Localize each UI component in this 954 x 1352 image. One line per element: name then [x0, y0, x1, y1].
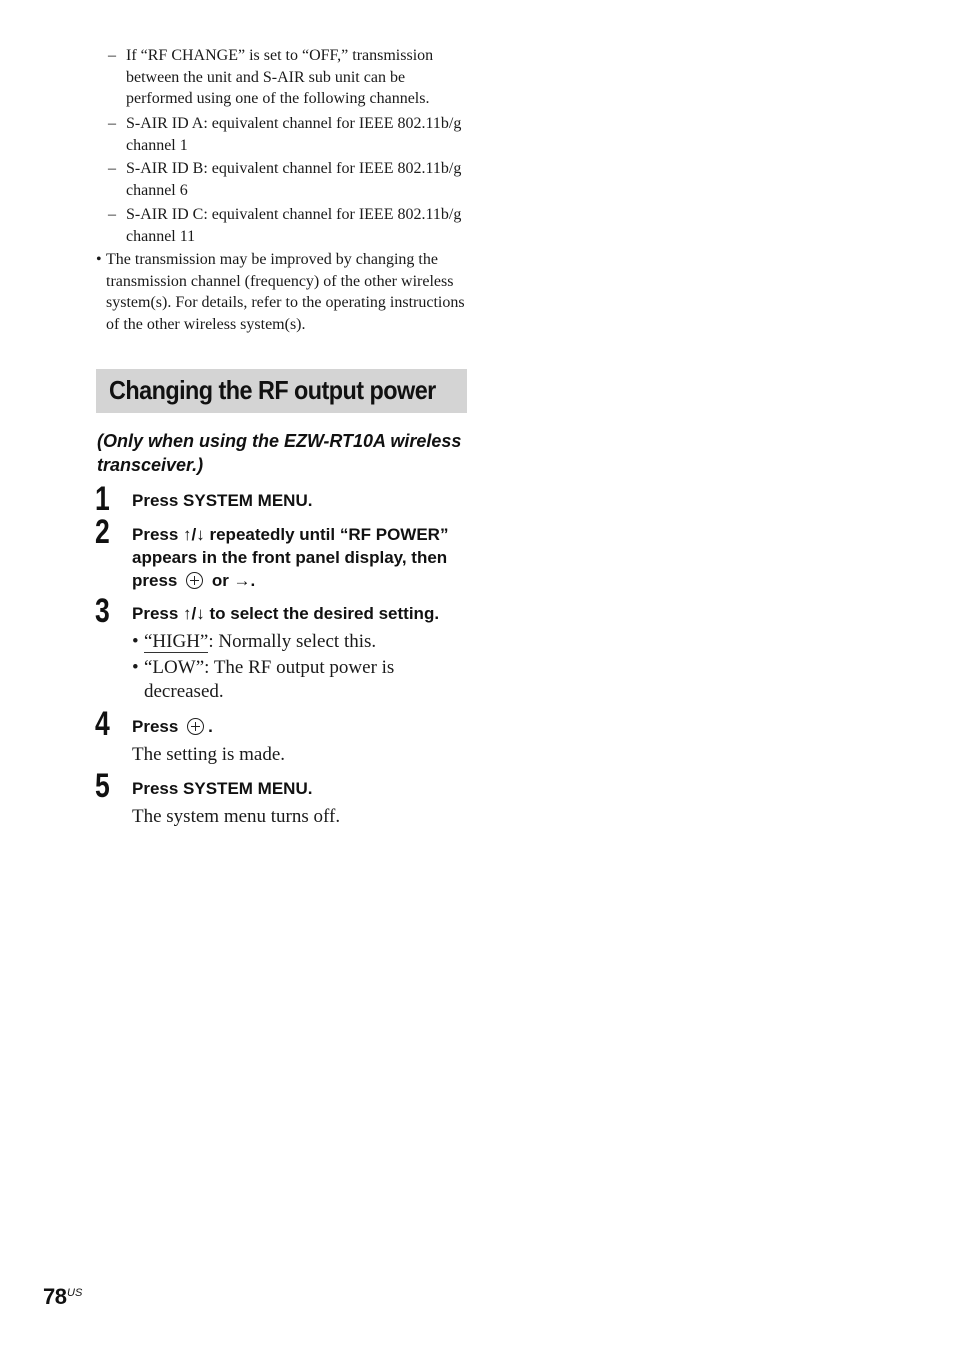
transmission-note: • The transmission may be improved by changing the transmission channel (frequency) of the other wireless system(s). For details, refer to the operating instructions of the other wireless system(s). — [96, 251, 465, 333]
enter-button-icon — [186, 572, 203, 589]
step-number: 1 — [95, 480, 110, 518]
section-title: Changing the RF output power — [109, 375, 436, 405]
step-text: Press . — [132, 717, 213, 736]
page-region-suffix: US — [67, 1287, 83, 1299]
section-note: (Only when using the EZW-RT10A wireless transceiver.) — [97, 431, 462, 475]
dash-item-sair-id-c: – S-AIR ID C: equivalent channel for IEEE 802.11b/g channel 11 — [108, 206, 462, 245]
step-result: The setting is made. — [132, 744, 286, 765]
step-number: 3 — [95, 592, 110, 630]
option-high: • “HIGH”: Normally select this. — [132, 631, 377, 652]
step-number: 2 — [95, 513, 110, 551]
dash-item-sair-id-a: – S-AIR ID A: equivalent channel for IEEE 802.11b/g channel 1 — [108, 115, 462, 154]
dash-item-sair-id-b: – S-AIR ID B: equivalent channel for IEEE 802.11b/g channel 6 — [108, 160, 462, 199]
enter-button-icon — [187, 718, 204, 735]
step-text: Press ↑/↓ repeatedly until “RF POWER” appears in the front panel display, then press or →. — [132, 525, 449, 590]
step-text: Press SYSTEM MENU. — [132, 491, 313, 510]
option-name: “LOW” — [144, 657, 205, 678]
step-text: Press SYSTEM MENU. — [132, 779, 313, 798]
dash-item-rf-change: – If “RF CHANGE” is set to “OFF,” transmission between the unit and S-AIR sub unit can be performed using one of the following channels. — [108, 47, 434, 107]
step-number: 4 — [95, 705, 110, 743]
option-name: “HIGH” — [144, 631, 209, 652]
step-text: Press ↑/↓ to select the desired setting. — [132, 604, 440, 623]
page-number: 78 — [43, 1284, 67, 1309]
option-low: • “LOW”: The RF output power is decreased. — [132, 657, 395, 702]
step-result: The system menu turns off. — [132, 806, 341, 827]
section-heading — [96, 369, 467, 413]
step-number: 5 — [95, 767, 110, 805]
